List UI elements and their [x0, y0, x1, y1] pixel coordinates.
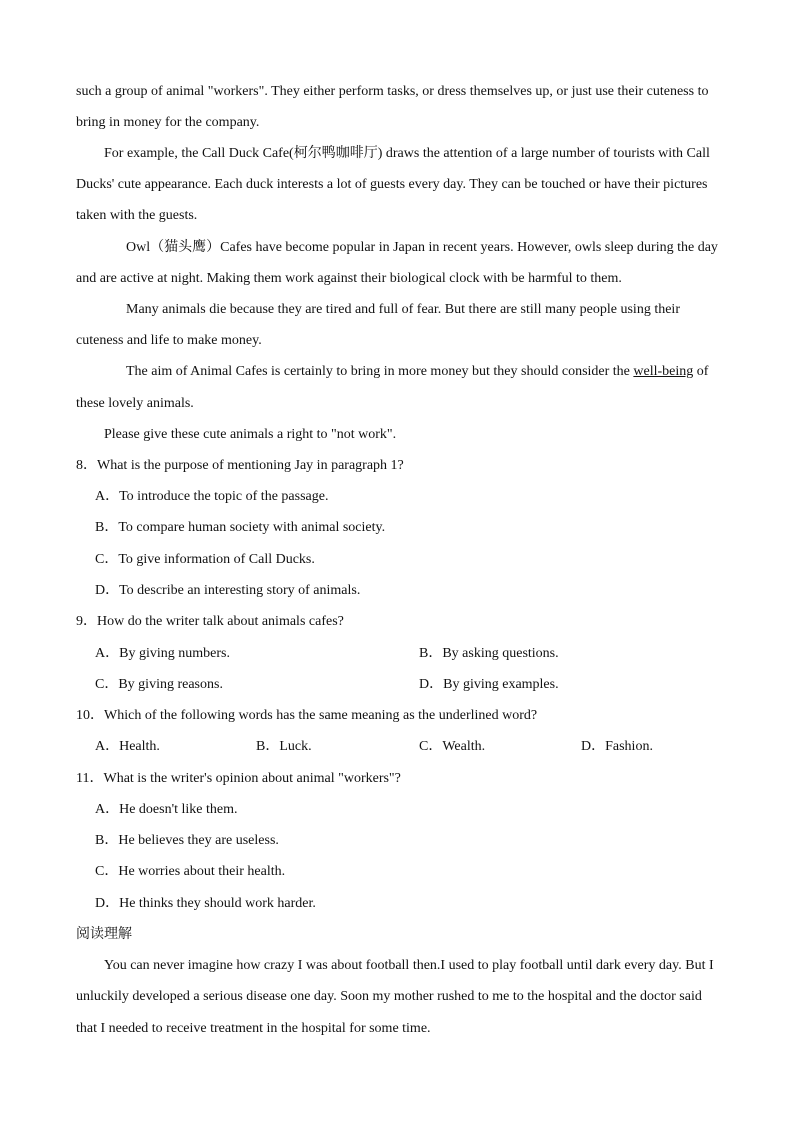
passage-line: Please give these cute animals a right to "not work".	[104, 427, 397, 442]
underlined-word: well-being	[633, 364, 694, 379]
option: C．Wealth.	[419, 739, 486, 754]
section-heading: 阅读理解	[76, 927, 132, 942]
question-stem: 9．How do the writer talk about animals cafes?	[76, 614, 344, 629]
passage-line: cuteness and life to make money.	[76, 333, 262, 348]
option: D．By giving examples.	[419, 677, 559, 692]
passage-line: that I needed to receive treatment in the hospital for some time.	[76, 1021, 431, 1036]
option: C．To give information of Call Ducks.	[95, 552, 315, 567]
passage-line: Ducks' cute appearance. Each duck interests a lot of guests every day. They can be touched or have their pictures	[76, 177, 708, 192]
passage-line: such a group of animal "workers". They either perform tasks, or dress themselves up, or just use their cuteness to	[76, 84, 709, 99]
passage-line: bring in money for the company.	[76, 115, 260, 130]
question-stem: 11．What is the writer's opinion about animal "workers"?	[76, 771, 401, 786]
option: D．To describe an interesting story of animals.	[95, 583, 361, 598]
passage-line: these lovely animals.	[76, 396, 194, 411]
option: A．To introduce the topic of the passage.	[95, 489, 329, 504]
option: C．He worries about their health.	[95, 864, 286, 879]
option: B．Luck.	[256, 739, 312, 754]
option: A．He doesn't like them.	[95, 802, 238, 817]
passage-line: For example, the Call Duck Cafe(柯尔鸭咖啡厅) draws the attention of a large number of tourists with Call	[104, 146, 710, 161]
option: C．By giving reasons.	[95, 677, 223, 692]
option: B．He believes they are useless.	[95, 833, 279, 848]
passage-line: and are active at night. Making them work against their biological clock with be harmful to them.	[76, 271, 622, 286]
passage-line: You can never imagine how crazy I was about football then.I used to play football until dark every day. But I	[104, 958, 714, 973]
passage-text: The aim of Animal Cafes is certainly to bring in more money but they should consider the	[126, 364, 634, 379]
passage-line: Many animals die because they are tired and full of fear. But there are still many people using their	[126, 302, 680, 317]
passage-line: taken with the guests.	[76, 208, 198, 223]
option: D．Fashion.	[581, 739, 653, 754]
question-stem: 10．Which of the following words has the same meaning as the underlined word?	[76, 708, 538, 723]
option: A．By giving numbers.	[95, 646, 230, 661]
passage-line	[126, 362, 708, 382]
option: D．He thinks they should work harder.	[95, 896, 316, 911]
option: B．To compare human society with animal society.	[95, 520, 386, 535]
question-stem: 8．What is the purpose of mentioning Jay in paragraph 1?	[76, 458, 404, 473]
option: B．By asking questions.	[419, 646, 559, 661]
passage-text: of	[693, 364, 709, 379]
option: A．Health.	[95, 739, 160, 754]
passage-line: Owl（猫头鹰）Cafes have become popular in Japan in recent years. However, owls sleep during the day	[126, 240, 718, 255]
passage-line: unluckily developed a serious disease one day. Soon my mother rushed to me to the hospital and the doctor said	[76, 989, 702, 1004]
